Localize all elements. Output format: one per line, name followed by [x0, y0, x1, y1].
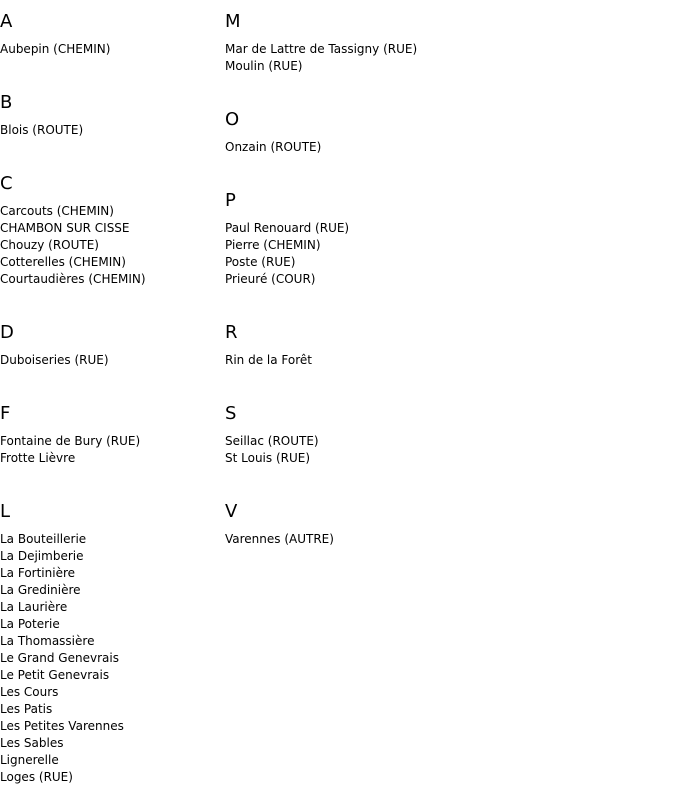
street-name: Varennes (AUTRE)	[225, 532, 334, 546]
street-name: La Fortinière	[0, 566, 76, 580]
street-name: Moulin (RUE)	[225, 59, 303, 73]
street-name: CHAMBON SUR CISSE	[0, 221, 130, 235]
street-name: Pierre (CHEMIN)	[225, 238, 321, 252]
street-name: Le Petit Genevrais	[0, 668, 110, 682]
street-name: St Louis (RUE)	[225, 451, 311, 465]
letter-group-m	[225, 0, 645, 98]
street-name: Mar de Lattre de Tassigny (RUE)	[225, 42, 418, 56]
letter-group-b	[0, 81, 224, 162]
letter-group-d	[0, 311, 224, 392]
street-name: Chouzy (ROUTE)	[0, 238, 99, 252]
street-list	[225, 131, 645, 156]
letter-group-s	[225, 392, 645, 490]
street-name: Le Grand Genevrais	[0, 651, 119, 665]
street-list	[225, 33, 645, 75]
letter-heading: O	[225, 109, 240, 130]
letter-heading: R	[225, 322, 238, 343]
street-list	[225, 523, 645, 548]
group-spacer	[225, 75, 645, 98]
street-name: Prieuré (COUR)	[225, 272, 316, 286]
street-list	[0, 114, 224, 139]
street-index-right-column	[225, 0, 645, 548]
letter-heading: M	[225, 11, 241, 32]
street-name: Paul Renouard (RUE)	[225, 221, 350, 235]
street-name: La Gredinière	[0, 583, 81, 597]
group-spacer	[225, 467, 645, 490]
street-list	[0, 425, 224, 467]
street-name: Carcouts (CHEMIN)	[0, 204, 114, 218]
street-list	[0, 523, 224, 786]
street-name: Courtaudières (CHEMIN)	[0, 272, 146, 286]
letter-heading: S	[225, 403, 237, 424]
street-name: Frotte Lièvre	[0, 451, 76, 465]
group-spacer	[225, 156, 645, 179]
letter-heading: L	[0, 501, 11, 522]
street-name: Poste (RUE)	[225, 255, 296, 269]
group-spacer	[0, 58, 224, 81]
street-name: La Laurière	[0, 600, 68, 614]
street-list	[0, 195, 224, 288]
letter-heading: D	[0, 322, 14, 343]
street-name: La Poterie	[0, 617, 60, 631]
street-name: La Thomassière	[0, 634, 95, 648]
letter-heading: F	[0, 403, 11, 424]
letter-group-c	[0, 162, 224, 311]
street-index-left-column	[0, 0, 224, 786]
street-list	[225, 425, 645, 467]
group-spacer	[0, 369, 224, 392]
street-list	[225, 212, 645, 288]
street-name: Les Cours	[0, 685, 59, 699]
letter-heading: A	[0, 11, 13, 32]
group-spacer	[225, 288, 645, 311]
street-name: Lignerelle	[0, 753, 59, 767]
street-name: Loges (RUE)	[0, 770, 73, 784]
street-list	[0, 344, 224, 369]
street-name: Aubepin (CHEMIN)	[0, 42, 111, 56]
letter-group-o	[225, 98, 645, 179]
street-name: Onzain (ROUTE)	[225, 140, 322, 154]
street-name: Fontaine de Bury (RUE)	[0, 434, 141, 448]
street-name: Les Patis	[0, 702, 53, 716]
letter-group-a	[0, 0, 224, 81]
street-name: La Bouteillerie	[0, 532, 87, 546]
letter-group-f	[0, 392, 224, 490]
street-list	[0, 33, 224, 58]
letter-group-r	[225, 311, 645, 392]
street-name: Les Sables	[0, 736, 64, 750]
group-spacer	[0, 467, 224, 490]
group-spacer	[0, 139, 224, 162]
street-list	[225, 344, 645, 369]
street-name: Duboiseries (RUE)	[0, 353, 109, 367]
street-name: Seillac (ROUTE)	[225, 434, 319, 448]
letter-heading: B	[0, 92, 13, 113]
letter-group-l	[0, 490, 224, 786]
street-name: Rin de la Forêt	[225, 353, 312, 367]
street-name: La Dejimberie	[0, 549, 84, 563]
street-name: Cotterelles (CHEMIN)	[0, 255, 126, 269]
letter-group-v	[225, 490, 645, 548]
letter-heading: C	[0, 173, 13, 194]
street-name: Blois (ROUTE)	[0, 123, 84, 137]
letter-heading: P	[225, 190, 236, 211]
group-spacer	[225, 369, 645, 392]
group-spacer	[0, 288, 224, 311]
letter-heading: V	[225, 501, 238, 522]
letter-group-p	[225, 179, 645, 311]
street-name: Les Petites Varennes	[0, 719, 124, 733]
